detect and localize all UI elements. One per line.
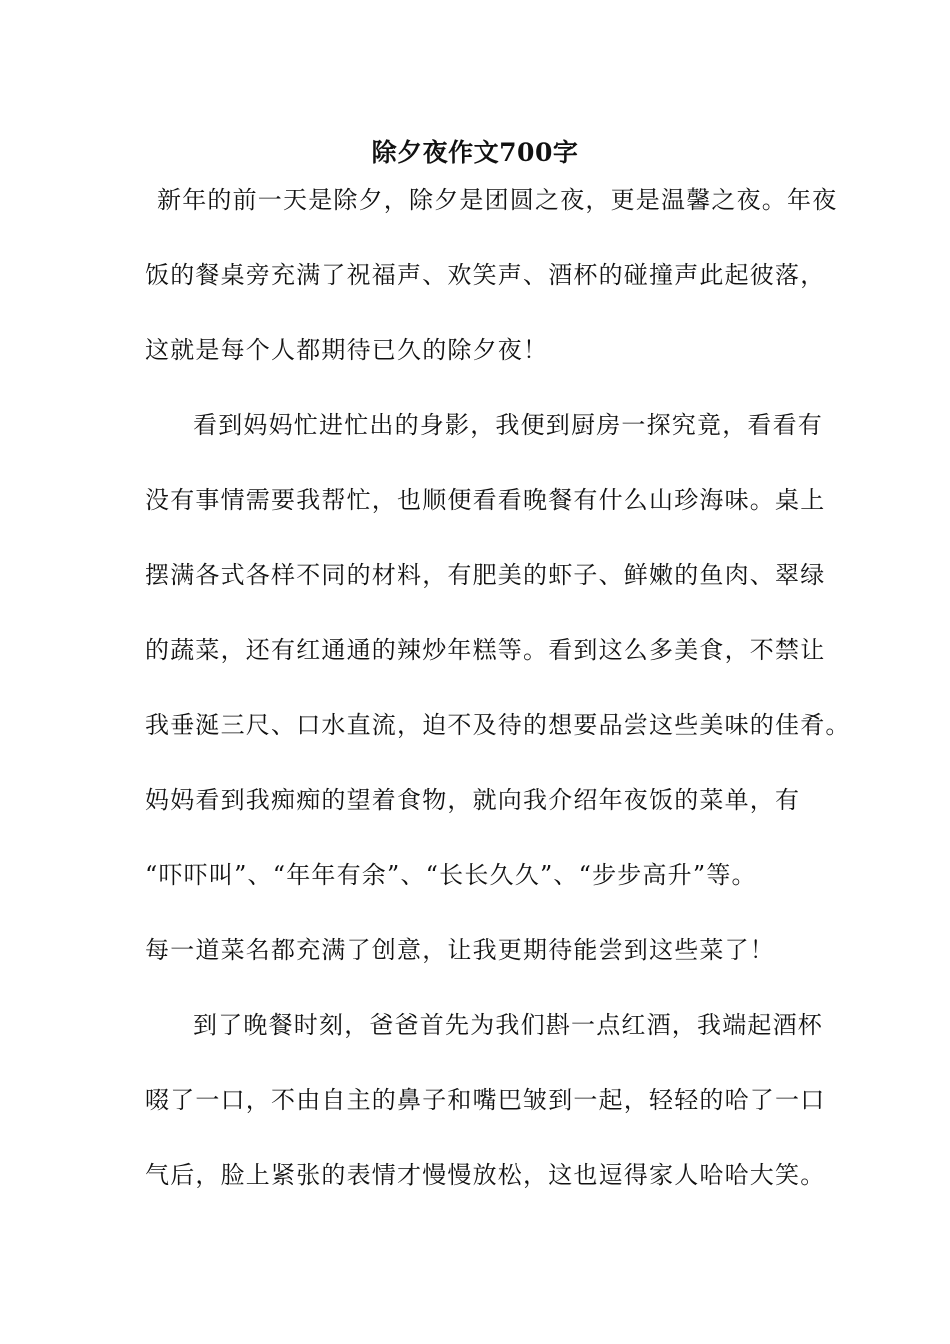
- paragraph-line: 没有事情需要我帮忙，也顺便看看晚餐有什么山珍海味。桌上: [145, 486, 826, 514]
- document-title: 除夕夜作文700字: [371, 138, 579, 167]
- paragraph-line: “吓吓叫”、“年年有余”、“长长久久”、“步步高升”等。: [145, 861, 757, 889]
- paragraph-line: 啜了一口，不由自主的鼻子和嘴巴皱到一起，轻轻的哈了一口: [145, 1086, 826, 1114]
- paragraph-line: 摆满各式各样不同的材料，有肥美的虾子、鲜嫩的鱼肉、翠绿: [145, 561, 826, 589]
- paragraph-line: 妈妈看到我痴痴的望着食物，就向我介绍年夜饭的菜单，有: [145, 786, 801, 814]
- paragraph-line: 气后，脸上紧张的表情才慢慢放松，这也逗得家人哈哈大笑。: [145, 1161, 826, 1189]
- paragraph-line: 看到妈妈忙进忙出的身影，我便到厨房一探究竟，看看有: [193, 411, 823, 439]
- paragraph-line: 每一道菜名都充满了创意，让我更期待能尝到这些菜了！: [145, 936, 775, 964]
- paragraph-line: 我垂涎三尺、口水直流，迫不及待的想要品尝这些美味的佳肴。: [145, 711, 851, 739]
- paragraph-line: 的蔬菜，还有红通通的辣炒年糕等。看到这么多美食，不禁让: [145, 636, 826, 664]
- paragraph-line: 饭的餐桌旁充满了祝福声、欢笑声、酒杯的碰撞声此起彼落，: [145, 261, 826, 289]
- paragraph-line: 新年的前一天是除夕，除夕是团圆之夜，更是温馨之夜。年夜: [157, 186, 838, 214]
- paragraph-line: 这就是每个人都期待已久的除夕夜！: [145, 336, 549, 364]
- paragraph-line: 到了晚餐时刻，爸爸首先为我们斟一点红酒，我端起酒杯: [193, 1011, 823, 1039]
